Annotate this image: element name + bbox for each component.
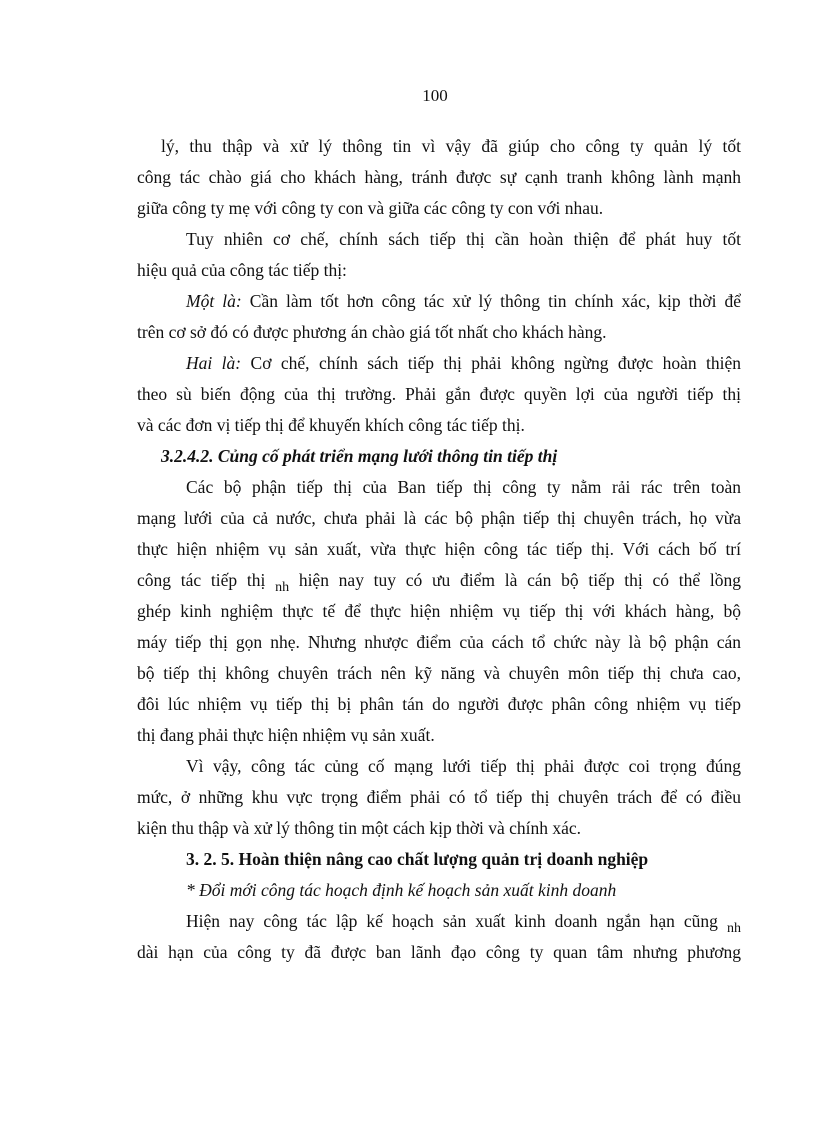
paragraph-line: ghép kinh nghiệm thực tế để thực hiện nhiệm vụ tiếp thị với khách hàng, bộ bbox=[137, 601, 741, 621]
paragraph-line: thị đang phải thực hiện nhiệm vụ sản xuất. bbox=[137, 725, 435, 745]
italic-lead-one: Một là: bbox=[186, 291, 242, 311]
paragraph-line: máy tiếp thị gọn nhẹ. Nhưng nhược điểm của cách tổ chức này là bộ phận cán bbox=[137, 632, 741, 652]
paragraph-line bbox=[137, 348, 741, 379]
paragraph-line bbox=[137, 565, 741, 596]
paragraph-line: Các bộ phận tiếp thị của Ban tiếp thị công ty nằm rải rác trên toàn bbox=[186, 477, 741, 497]
paragraph-line bbox=[137, 286, 741, 317]
paragraph-line: lý, thu thập và xử lý thông tin vì vậy đã giúp cho công ty quản lý tốt bbox=[161, 136, 741, 156]
paragraph-line: bộ tiếp thị không chuyên trách nên kỹ năng và chuyên môn tiếp thị chưa cao, bbox=[137, 663, 741, 683]
paragraph-line: giữa công ty mẹ với công ty con và giữa các công ty con với nhau. bbox=[137, 198, 604, 218]
paragraph-line: mức, ở những khu vực trọng điểm phải có tổ tiếp thị chuyên trách để có điều bbox=[137, 787, 741, 807]
paragraph-line: kiện thu thập và xử lý thông tin một cách kịp thời và chính xác. bbox=[137, 818, 581, 838]
italic-lead-two: Hai là: bbox=[186, 353, 242, 373]
paragraph-line: Vì vậy, công tác củng cố mạng lưới tiếp thị phải được coi trọng đúng bbox=[186, 756, 741, 776]
paragraph-line: công tác chào giá cho khách hàng, tránh được sự cạnh tranh không lành mạnh bbox=[137, 167, 741, 187]
paragraph-line: trên cơ sở đó có được phương án chào giá tốt nhất cho khách hàng. bbox=[137, 322, 607, 342]
paragraph-line bbox=[137, 906, 741, 937]
section-heading: 3.2.4.2. Củng cố phát triển mạng lưới thông tin tiếp thị bbox=[161, 446, 558, 466]
subscript-fragment: nh bbox=[275, 580, 290, 595]
paragraph-line: hiệu quả của công tác tiếp thị: bbox=[137, 260, 347, 280]
paragraph-text: hiện nay tuy có ưu điểm là cán bộ tiếp thị có thể lồng bbox=[298, 570, 741, 590]
paragraph-text: Cơ chế, chính sách tiếp thị phải không ngừng được hoàn thiện bbox=[250, 353, 741, 373]
subheading: * Đổi mới công tác hoạch định kế hoạch sản xuất kinh doanh bbox=[186, 880, 617, 900]
paragraph-line: thực hiện nhiệm vụ sản xuất, vừa thực hiện công tác tiếp thị. Với cách bố trí bbox=[137, 539, 741, 559]
page-number: 100 bbox=[422, 86, 448, 105]
subscript-fragment: nh bbox=[727, 921, 741, 936]
body-text bbox=[137, 131, 741, 968]
paragraph-text: Cần làm tốt hơn công tác xử lý thông tin chính xác, kịp thời để bbox=[249, 291, 742, 311]
paragraph-line: mạng lưới của cả nước, chưa phải là các bộ phận tiếp thị chuyên trách, họ vừa bbox=[137, 508, 741, 528]
paragraph-line: theo sù biến động của thị trường. Phải gắn được quyền lợi của người tiếp thị bbox=[137, 384, 741, 404]
paragraph-line: đôi lúc nhiệm vụ tiếp thị bị phân tán do người được phân công nhiệm vụ tiếp bbox=[137, 694, 741, 714]
paragraph-text: công tác tiếp thị bbox=[137, 570, 266, 590]
paragraph-line: Tuy nhiên cơ chế, chính sách tiếp thị cần hoàn thiện để phát huy tốt bbox=[186, 229, 741, 249]
section-heading: 3. 2. 5. Hoàn thiện nâng cao chất lượng quản trị doanh nghiệp bbox=[186, 849, 649, 869]
paragraph-line: dài hạn của công ty đã được ban lãnh đạo công ty quan tâm nhưng phương bbox=[137, 942, 741, 962]
paragraph-text: Hiện nay công tác lập kế hoạch sản xuất kinh doanh ngắn hạn cũng bbox=[186, 911, 718, 931]
paragraph-line: và các đơn vị tiếp thị để khuyến khích công tác tiếp thị. bbox=[137, 415, 525, 435]
